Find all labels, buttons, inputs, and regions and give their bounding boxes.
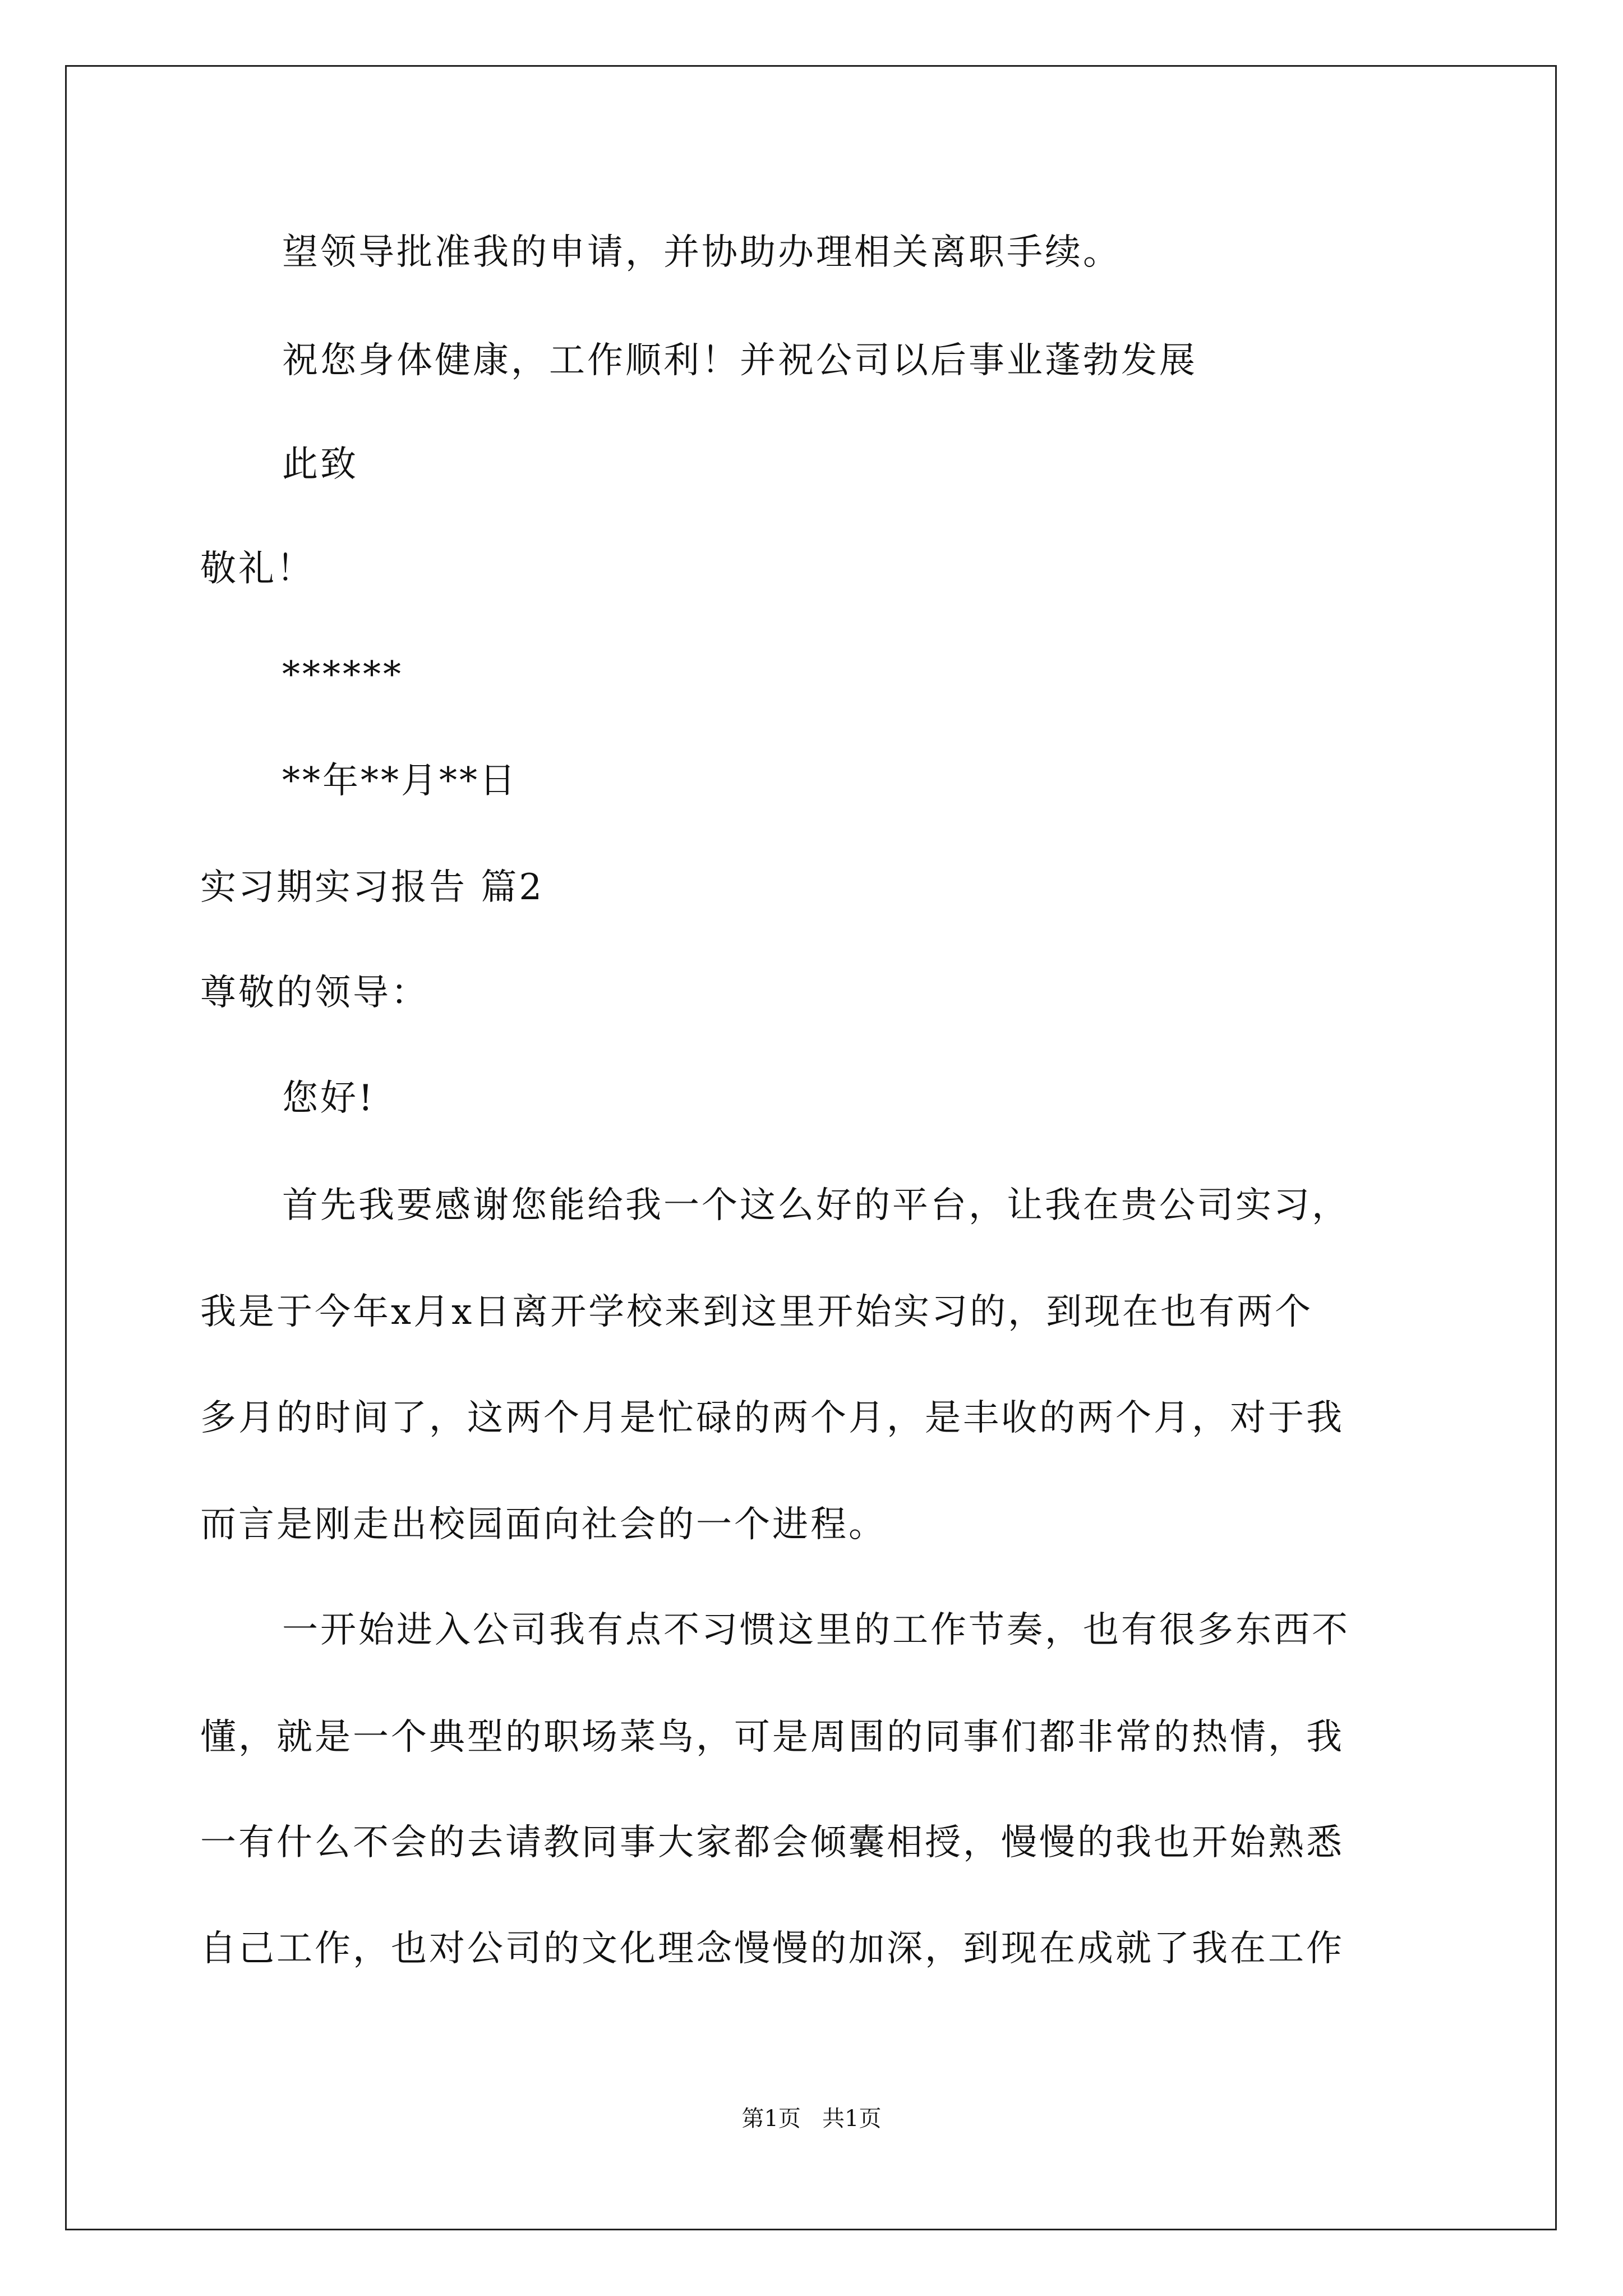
- letter-greeting: 尊敬的领导：: [200, 972, 429, 1014]
- paragraph-line: 望领导批准我的申请，并协助办理相关离职手续。: [282, 232, 1121, 273]
- section-heading: 实习期实习报告 篇2: [200, 867, 545, 908]
- signature-name: ******: [282, 654, 403, 696]
- paragraph-line: 我是于今年x月x日离开学校来到这里开始实习的，到现在也有两个: [200, 1291, 1313, 1333]
- paragraph-line: 自己工作，也对公司的文化理念慢慢的加深，到现在成就了我在工作: [200, 1928, 1344, 1970]
- paragraph-line: 懂，就是一个典型的职场菜鸟，可是周围的同事们都非常的热情，我: [200, 1717, 1344, 1758]
- letter-opening: 您好!: [282, 1078, 375, 1119]
- paragraph-line: 而言是刚走出校园面向社会的一个进程。: [200, 1504, 887, 1545]
- paragraph-line: 首先我要感谢您能给我一个这么好的平台，让我在贵公司实习，: [282, 1185, 1350, 1226]
- page-border: [65, 65, 1557, 2230]
- paragraph-line: 一有什么不会的去请教同事大家都会倾囊相授，慢慢的我也开始熟悉: [200, 1822, 1344, 1864]
- paragraph-line: 祝您身体健康，工作顺利！并祝公司以后事业蓬勃发展: [282, 340, 1197, 381]
- page-footer: 第1页 共1页: [741, 2106, 882, 2132]
- signature-date: **年**月**日: [282, 760, 518, 802]
- closing-salutation: 此致: [282, 444, 358, 485]
- closing-respect: 敬礼！: [200, 548, 315, 590]
- paragraph-line: 一开始进入公司我有点不习惯这里的工作节奏，也有很多东西不: [282, 1609, 1350, 1651]
- paragraph-line: 多月的时间了，这两个月是忙碌的两个月，是丰收的两个月，对于我: [200, 1397, 1344, 1439]
